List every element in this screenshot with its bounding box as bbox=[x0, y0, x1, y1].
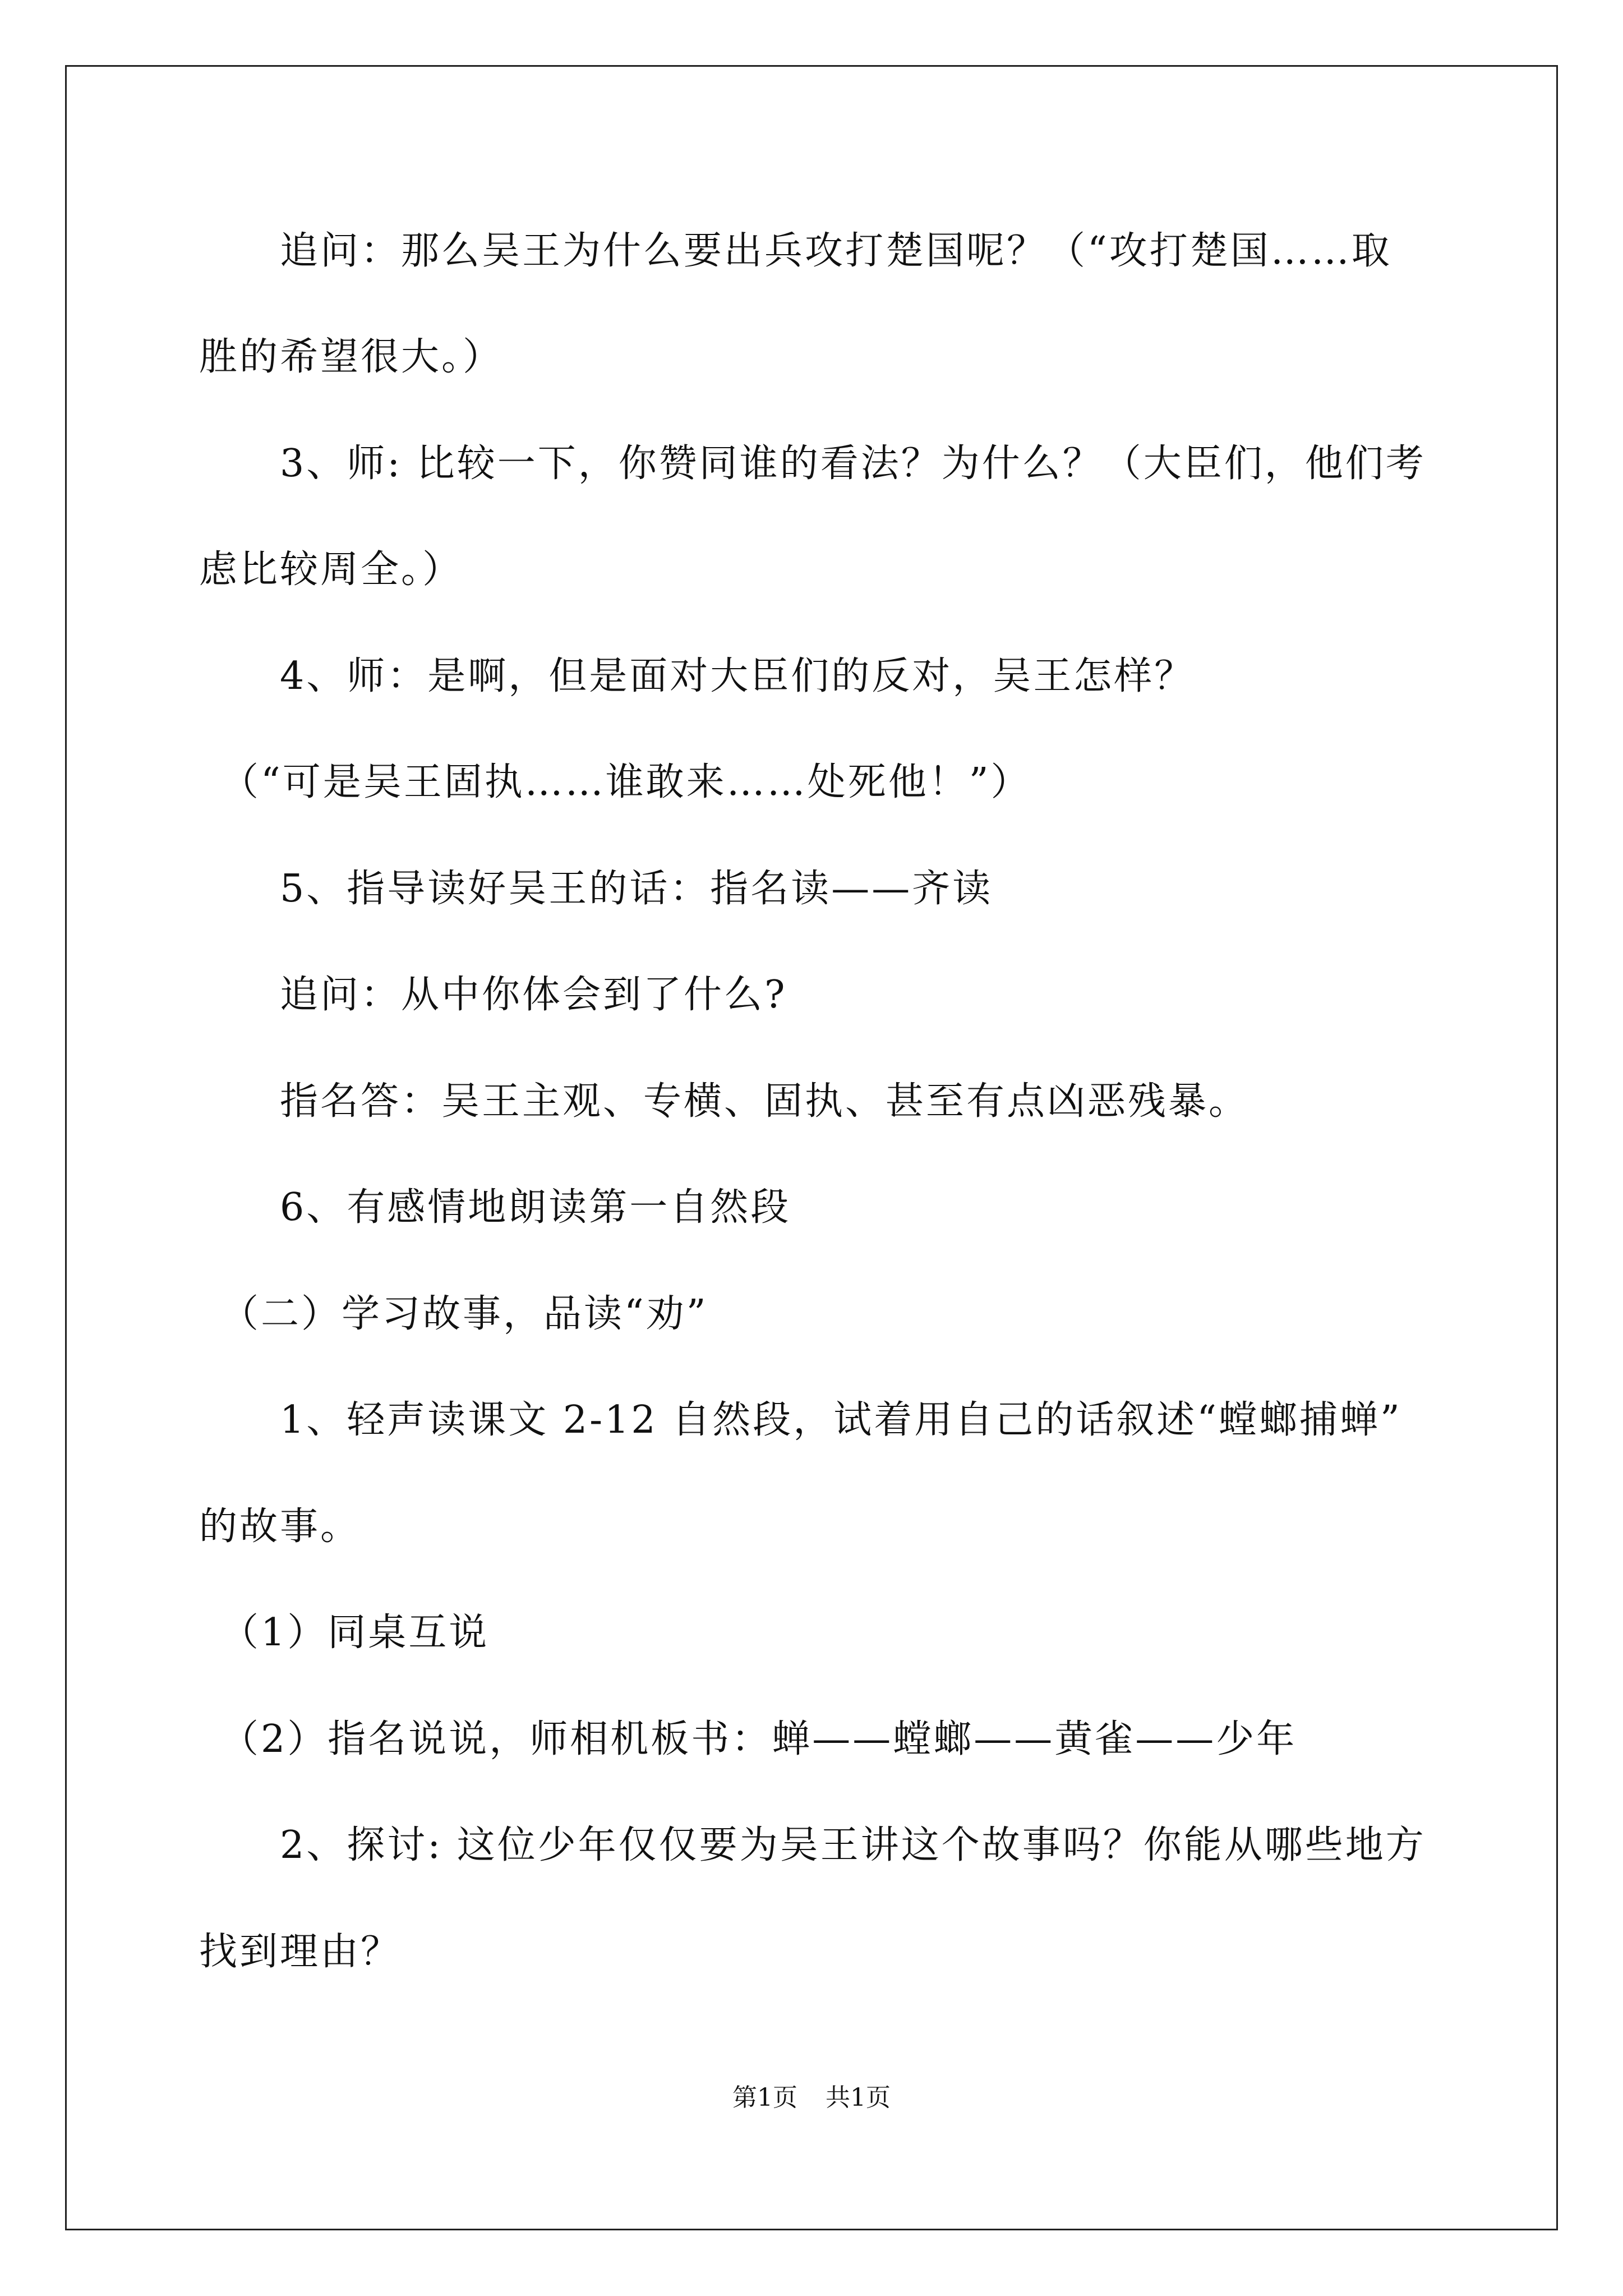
text-line: （2）指名说说，师相机板书：蝉——螳螂——黄雀——少年 bbox=[199, 1717, 1297, 1761]
text-line: 胜的希望很大。） bbox=[199, 335, 504, 379]
text-line: 3、师: 比较一下，你赞同谁的看法？为什么？（大臣们，他们考 bbox=[199, 441, 1426, 486]
page-total: 共1页 bbox=[826, 2083, 891, 2112]
page-border bbox=[65, 65, 1558, 2230]
text-line: 的故事。 bbox=[199, 1504, 361, 1549]
text-line: 4、师：是啊，但是面对大臣们的反对，吴王怎样？ bbox=[199, 654, 1195, 698]
text-line: （“可是吴王固执……谁敢来……处死他！”） bbox=[199, 760, 1031, 804]
page-footer bbox=[0, 2082, 1623, 2114]
text-line: 虑比较周全。） bbox=[199, 547, 463, 592]
text-line: 追问：那么吴王为什么要出兵攻打楚国呢？（“攻打楚国……取 bbox=[199, 229, 1392, 273]
text-line: （二）学习故事，品读“劝” bbox=[199, 1292, 708, 1336]
text-line: 1、轻声读课文 2-12 自然段，试着用自己的话叙述“螳螂捕蝉” bbox=[199, 1398, 1402, 1442]
text-line: 2、探讨: 这位少年仅仅要为吴王讲这个故事吗？你能从哪些地方 bbox=[199, 1823, 1426, 1867]
page-number: 第1页 bbox=[732, 2083, 797, 2112]
text-line: 指名答：吴王主观、专横、固执、甚至有点凶恶残暴。 bbox=[199, 1079, 1249, 1124]
text-line: 6、有感情地朗读第一自然段 bbox=[199, 1185, 791, 1230]
text-line: 5、指导读好吴王的话：指名读——齐读 bbox=[199, 867, 993, 911]
text-line: 追问：从中你体会到了什么? bbox=[199, 973, 787, 1017]
text-line: 找到理由？ bbox=[199, 1930, 402, 1974]
text-line: （1）同桌互说 bbox=[199, 1611, 490, 1655]
